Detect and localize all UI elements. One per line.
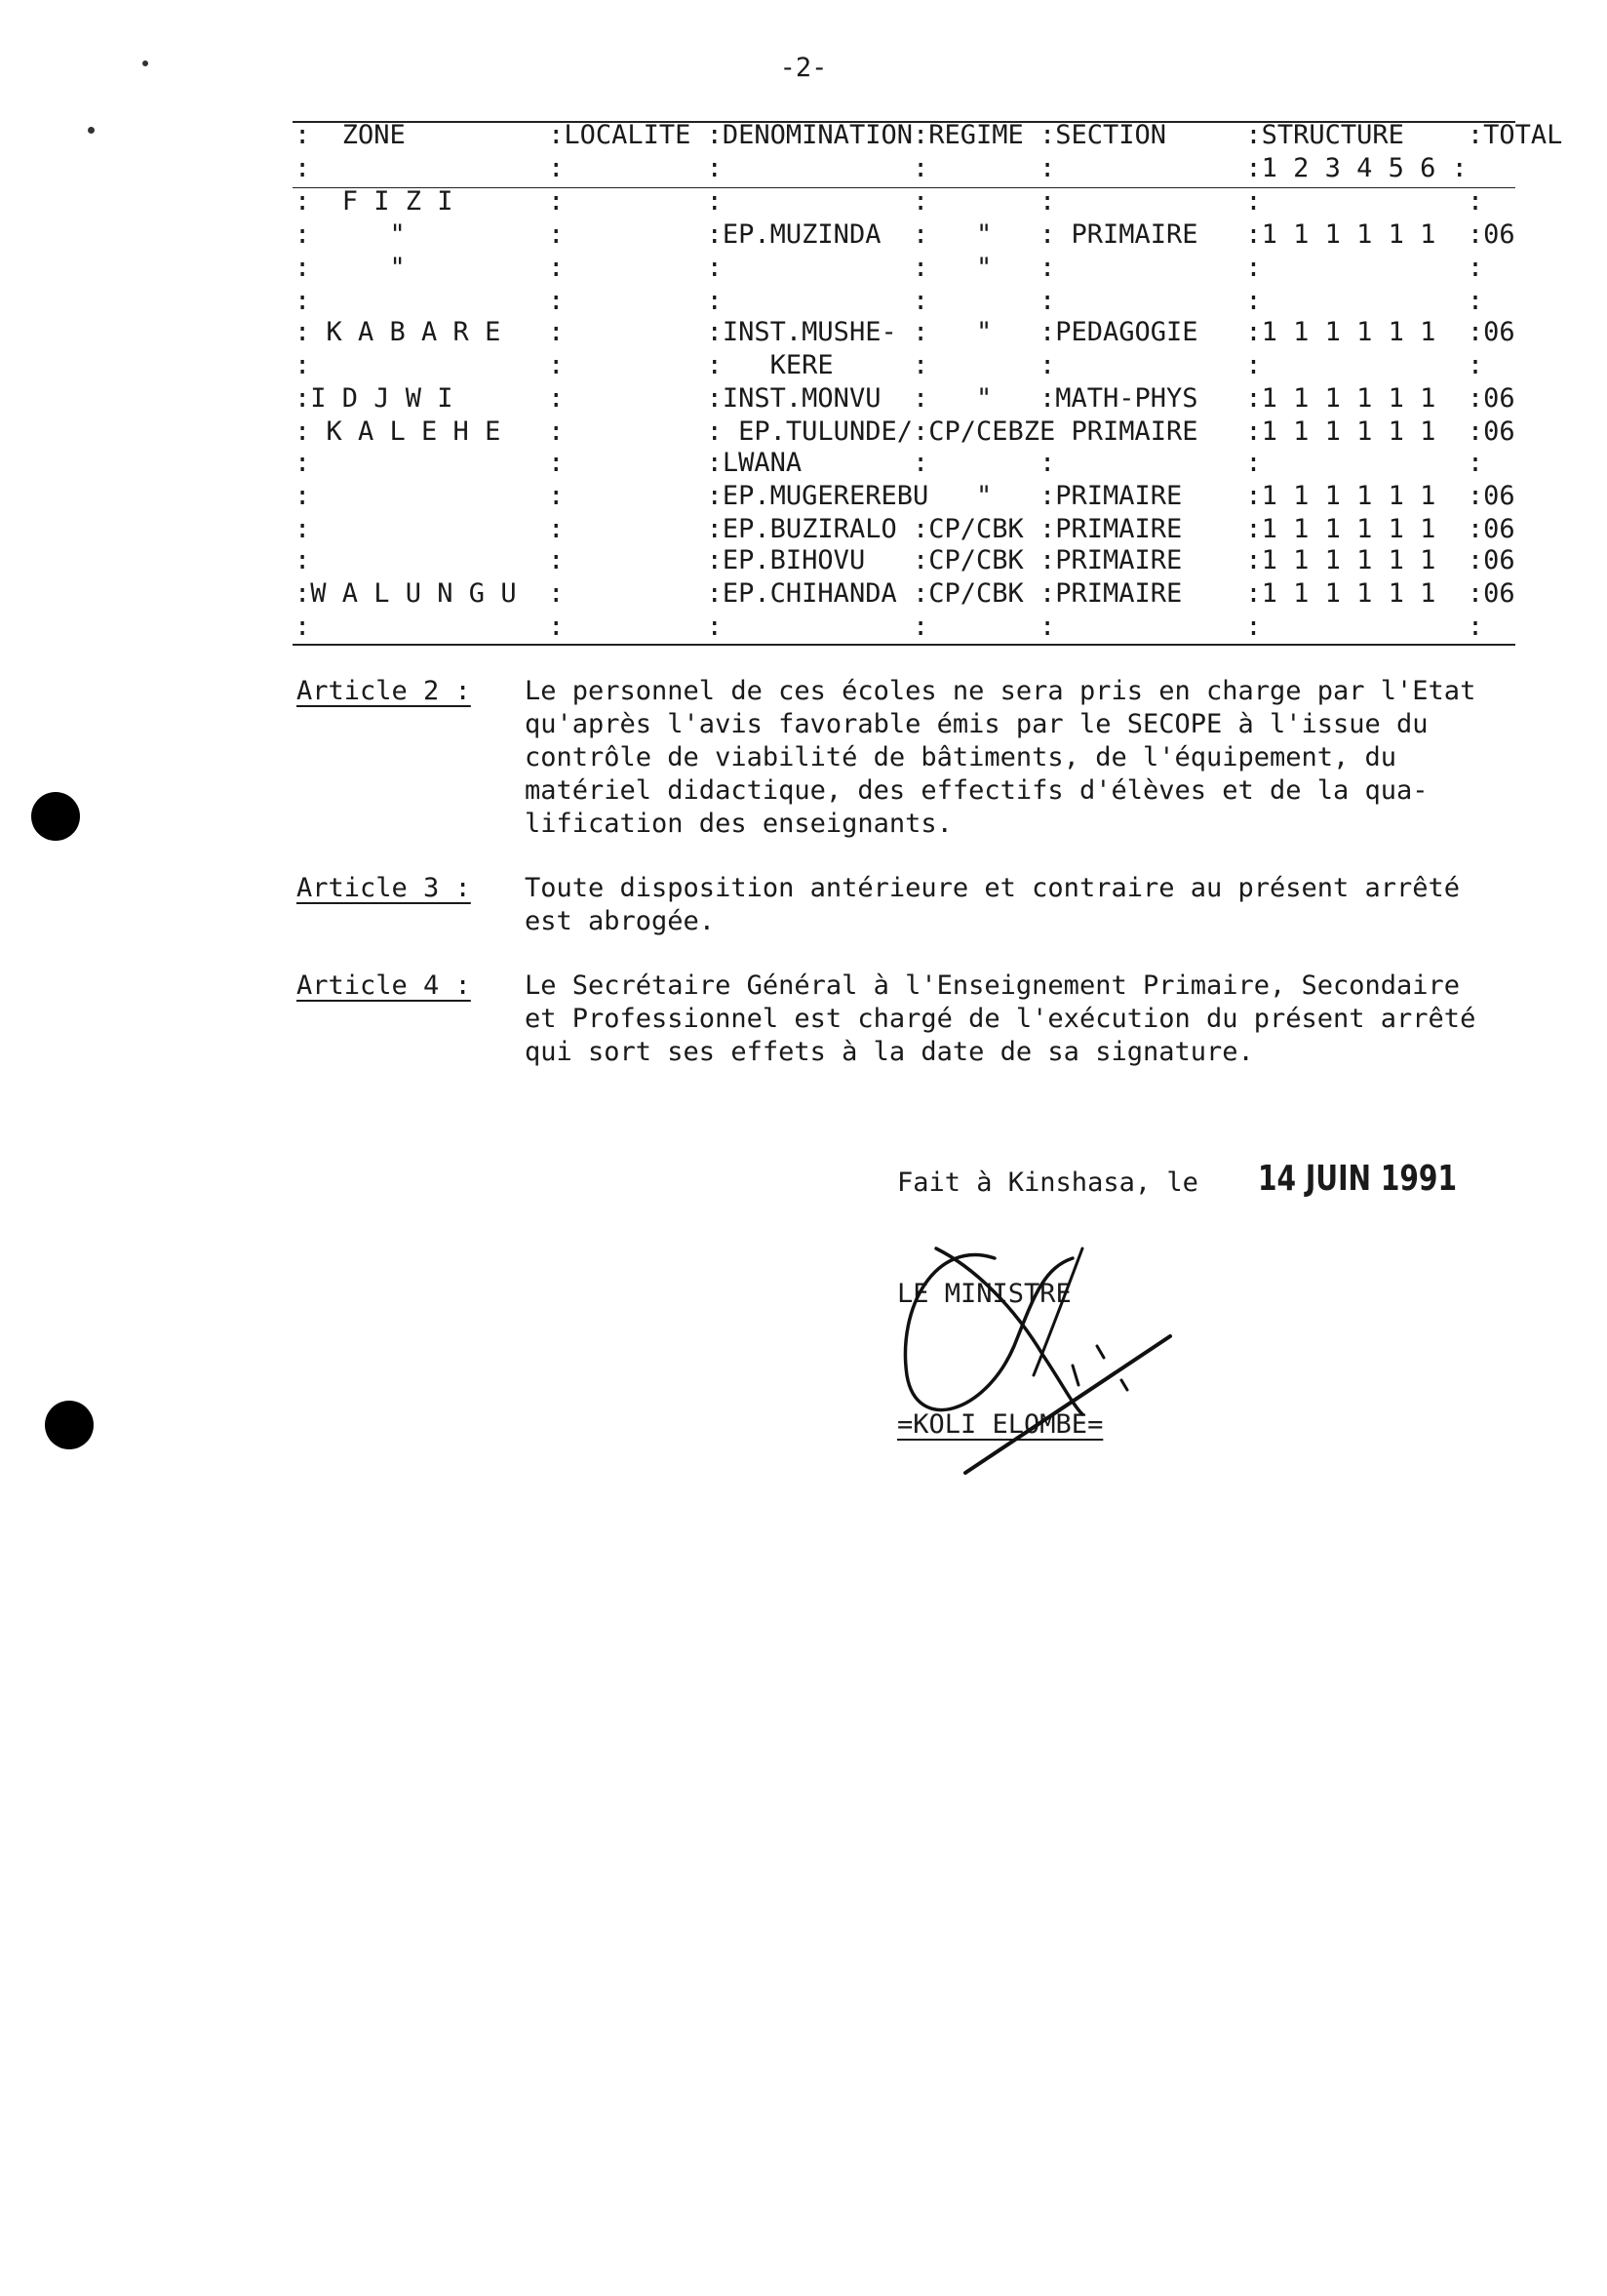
- article-2-line: Le personnel de ces écoles ne sera pris en charge par l'Etat: [525, 676, 1476, 706]
- table-row: : : :EP.BIHOVU :CP/CBK :PRIMAIRE :1 1 1 1 1 1 :06: [294, 545, 1515, 575]
- article-2-label: Article 2 :: [296, 676, 471, 706]
- table-row: : K A L E H E : : EP.TULUNDE/:CP/CEBZE PRIMAIRE :1 1 1 1 1 1 :06: [294, 416, 1515, 447]
- article-4-label: Article 4 :: [296, 970, 471, 1001]
- punch-hole-top: [31, 792, 80, 841]
- article-2-line: matériel didactique, des effectifs d'élèves et de la qua-: [525, 775, 1429, 806]
- date-stamp: 14 JUIN 1991: [1258, 1159, 1457, 1199]
- table-row: : : :EP.BUZIRALO :CP/CBK :PRIMAIRE :1 1 1 1 1 1 :06: [294, 514, 1515, 544]
- closing-place: Fait à Kinshasa, le: [897, 1168, 1198, 1198]
- article-3-label: Article 3 :: [296, 873, 471, 903]
- article-4-line: qui sort ses effets à la date de sa signature.: [525, 1037, 1254, 1067]
- minister-name: =KOLI ELOMBE=: [897, 1409, 1104, 1440]
- article-4-line: Le Secrétaire Général à l'Enseignement Primaire, Secondaire: [525, 970, 1461, 1001]
- table-row: : : :EP.MUGEREREBU " :PRIMAIRE :1 1 1 1 1 1 :06: [294, 481, 1515, 511]
- signature-icon: [878, 1229, 1199, 1483]
- table-bottom-rule: [293, 644, 1515, 646]
- table-header-row-2: : : : : : :1 2 3 4 5 6 :: [294, 153, 1468, 183]
- table-row: :I D J W I : :INST.MONVU : " :MATH-PHYS :1 1 1 1 1 1 :06: [294, 383, 1515, 414]
- punch-hole-bottom: [45, 1401, 94, 1449]
- page-number: -2-: [779, 53, 828, 83]
- table-row: : : : : : : :: [294, 286, 1484, 316]
- article-2-line: qu'après l'avis favorable émis par le SECOPE à l'issue du: [525, 709, 1429, 739]
- table-row: : " : :EP.MUZINDA : " : PRIMAIRE :1 1 1 1 1 1 :06: [294, 219, 1515, 250]
- speck: [88, 127, 95, 134]
- table-row: : " : : : " : : :: [294, 253, 1484, 283]
- article-3-line: Toute disposition antérieure et contraire au présent arrêté: [525, 873, 1461, 903]
- table-row: : : : : : : :: [294, 612, 1484, 642]
- article-4-line: et Professionnel est chargé de l'exécution du présent arrêté: [525, 1004, 1476, 1034]
- article-2-line: contrôle de viabilité de bâtiments, de l'équipement, du: [525, 742, 1397, 772]
- table-row: : F I Z I : : : : : :: [294, 186, 1484, 217]
- minister-title: LE MINISTRE: [897, 1279, 1072, 1309]
- table-row: :W A L U N G U : :EP.CHIHANDA :CP/CBK :PRIMAIRE :1 1 1 1 1 1 :06: [294, 578, 1515, 609]
- table-row: : K A B A R E : :INST.MUSHE- : " :PEDAGOGIE :1 1 1 1 1 1 :06: [294, 317, 1515, 347]
- article-2-line: lification des enseignants.: [525, 809, 953, 839]
- article-3-line: est abrogée.: [525, 906, 716, 936]
- table-row: : : : KERE : : : :: [294, 350, 1484, 380]
- table-row: : : :LWANA : : : :: [294, 448, 1484, 478]
- table-header-row-1: : ZONE :LOCALITE :DENOMINATION:REGIME :SECTION :STRUCTURE :TOTAL: [294, 120, 1563, 150]
